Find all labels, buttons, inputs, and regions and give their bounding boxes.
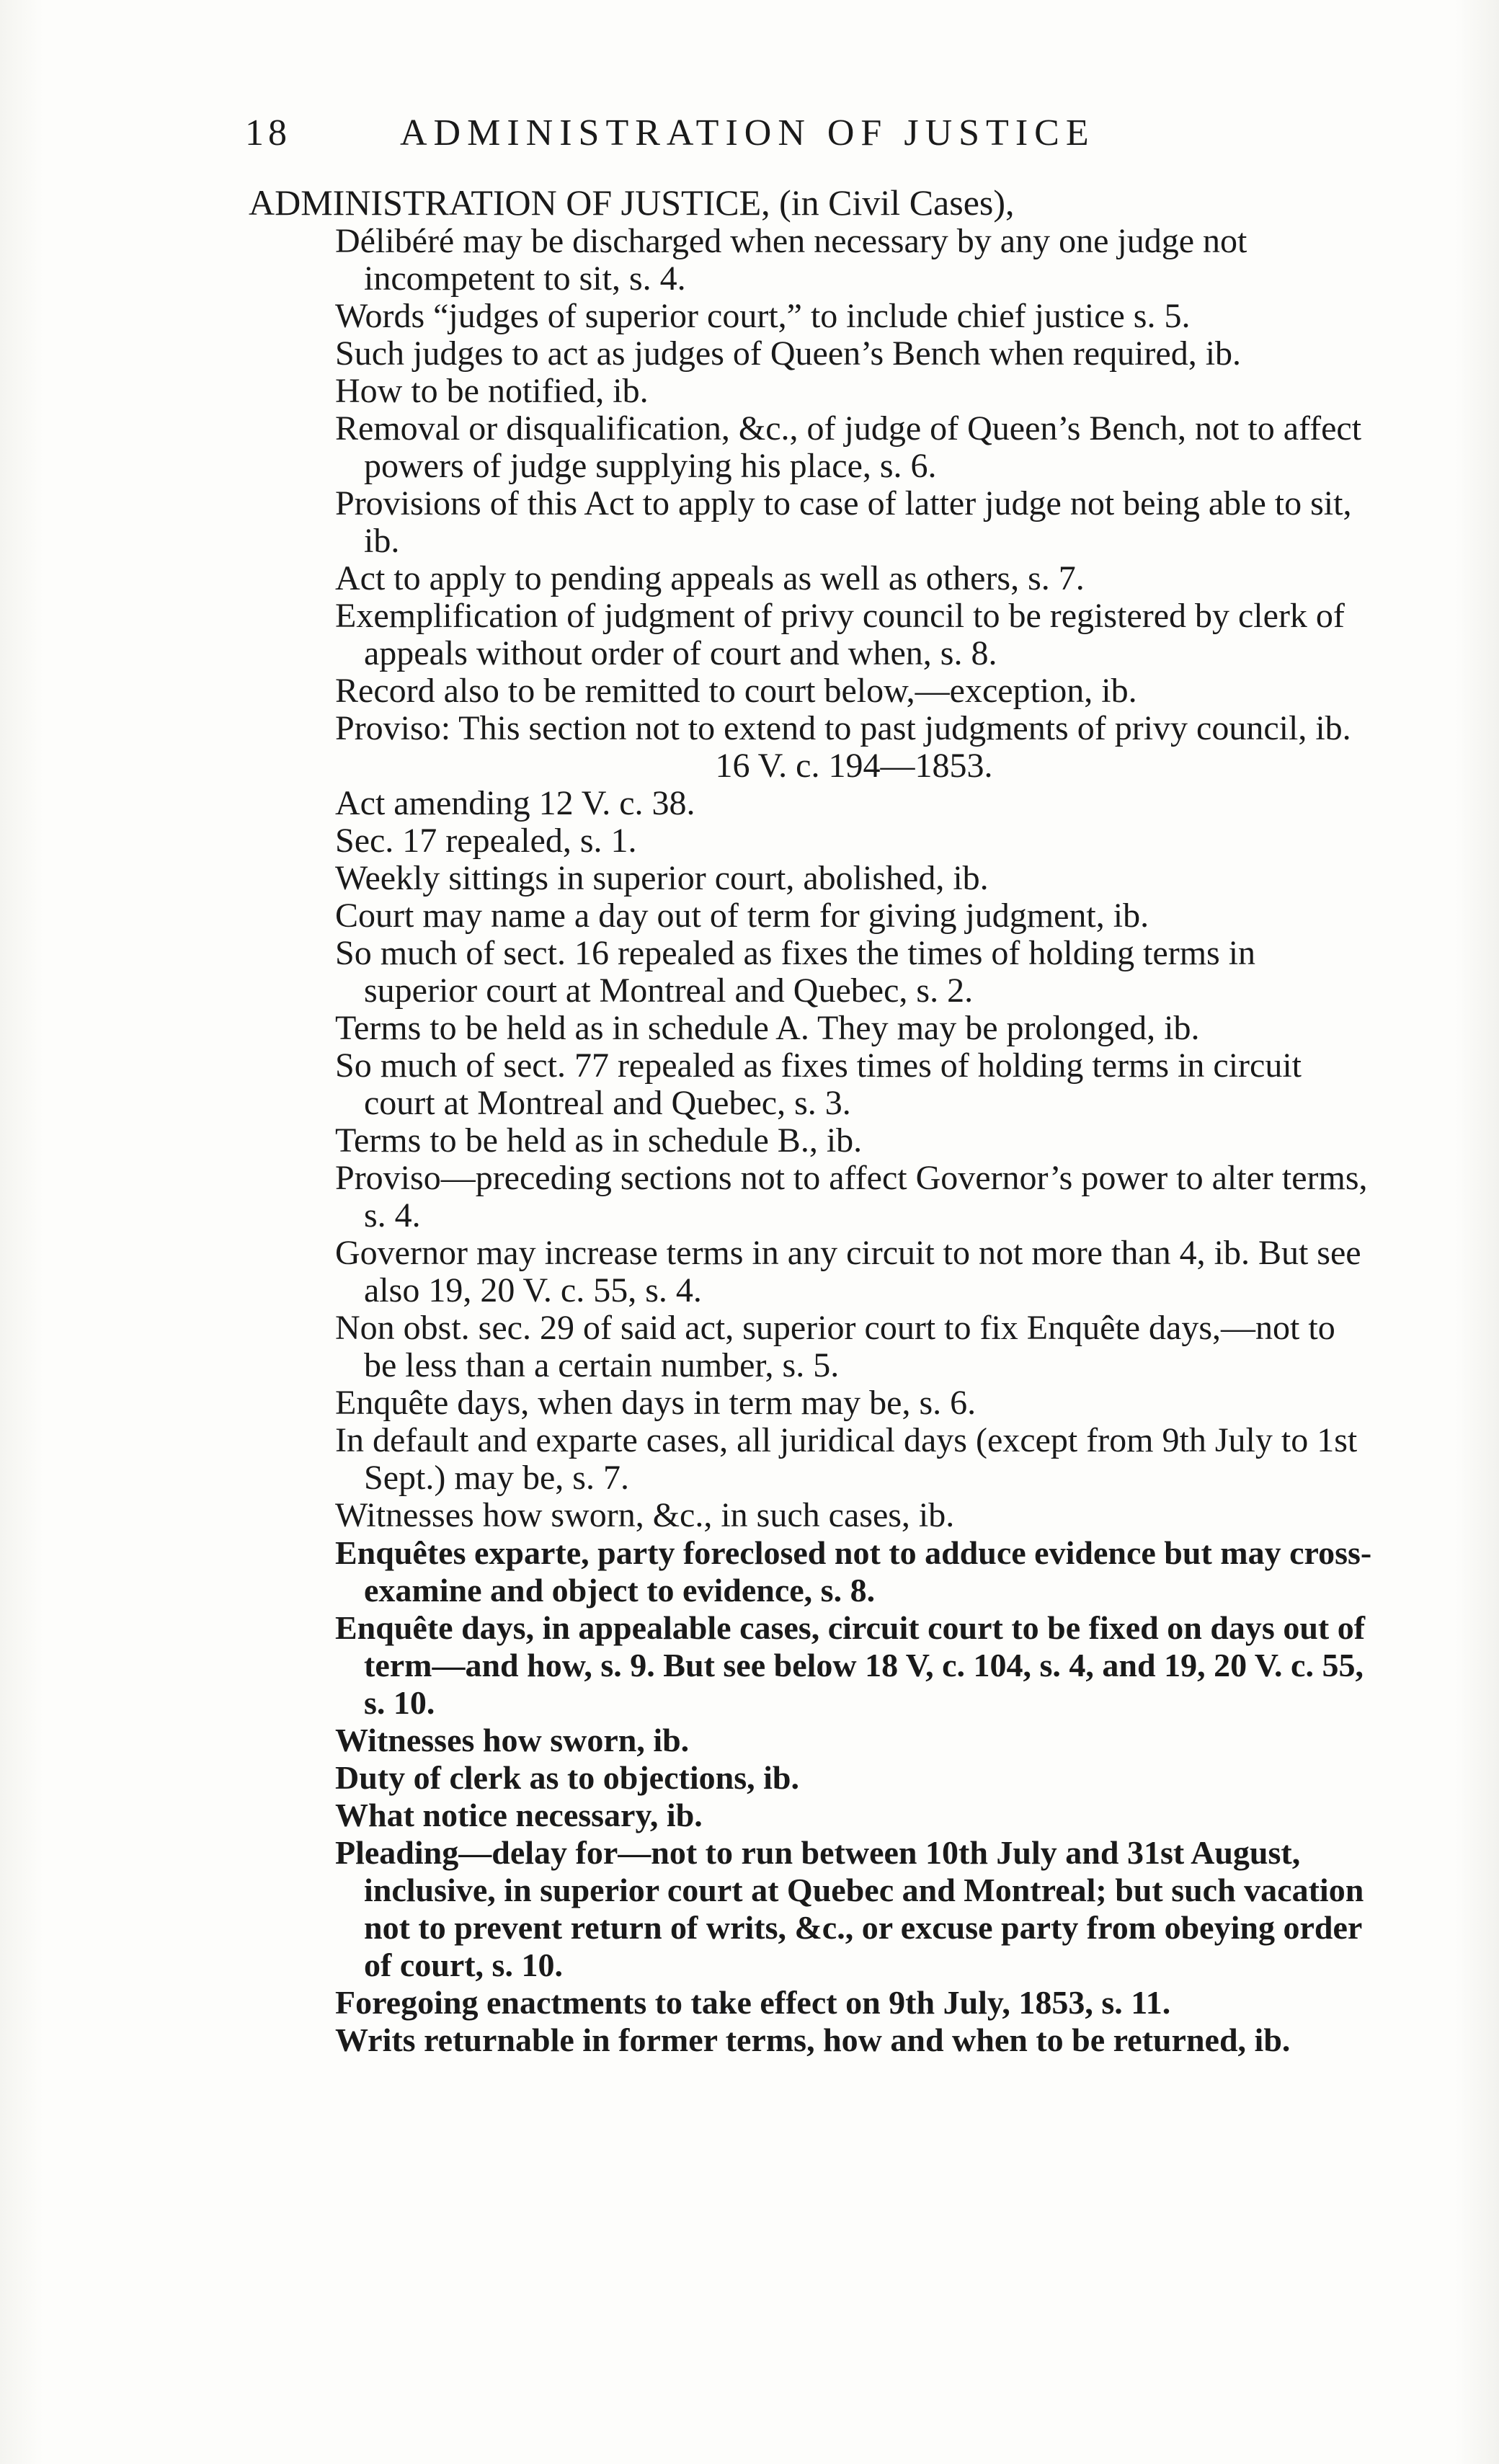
index-entry: Enquêtes exparte, party foreclosed not to adduce evidence but may cross-examine and object to evidence, s. 8. xyxy=(335,1534,1372,1609)
index-entry: Governor may increase terms in any circuit to not more than 4, ib. But see also 19, 20 V. c. 55, s. 4. xyxy=(335,1234,1361,1309)
statute-citation: 16 V. c. 194—1853. xyxy=(715,747,993,785)
index-entry: Words “judges of superior court,” to include chief justice s. 5. xyxy=(335,297,1191,335)
index-entry: Enquête days, when days in term may be, s. 6. xyxy=(335,1384,977,1422)
page-edge-right xyxy=(1456,0,1499,2464)
index-entry: Sec. 17 repealed, s. 1. xyxy=(335,822,637,860)
index-entry: Writs returnable in former terms, how and when to be returned, ib. xyxy=(335,2022,1291,2058)
index-entry: Removal or disqualification, &c., of judge of Queen’s Bench, not to affect powers of judge supplying his place, s. 6. xyxy=(335,409,1362,485)
index-entry: Weekly sittings in superior court, abolished, ib. xyxy=(335,859,989,897)
index-entry: Witnesses how sworn, ib. xyxy=(335,1722,690,1758)
index-entry: So much of sect. 16 repealed as fixes the times of holding terms in superior court at Montreal and Quebec, s. 2. xyxy=(335,934,1256,1010)
index-entry: Enquête days, in appealable cases, circuit court to be fixed on days out of term—and how, s. 9. But see below 18 V, c. 104, s. 4, and 19, 20 V. c. 55, s. 10. xyxy=(335,1609,1366,1721)
index-entry: What notice necessary, ib. xyxy=(335,1797,703,1833)
index-entry: Terms to be held as in schedule B., ib. xyxy=(335,1121,863,1160)
index-entry: Terms to be held as in schedule A. They may be prolonged, ib. xyxy=(335,1009,1200,1047)
index-entry: Such judges to act as judges of Queen’s Bench when required, ib. xyxy=(335,334,1242,373)
index-entry: Pleading—delay for—not to run between 10th July and 31st August, inclusive, in superior court at Quebec and Montreal; but such vacation not to prevent return of writs, &c., or excuse party from obeying order of court, s. 10. xyxy=(335,1834,1364,1983)
index-entry: Foregoing enactments to take effect on 9th July, 1853, s. 11. xyxy=(335,1984,1171,2021)
index-entry: Duty of clerk as to objections, ib. xyxy=(335,1759,799,1796)
index-entry: Record also to be remitted to court below,—exception, ib. xyxy=(335,672,1137,710)
index-entry: Proviso: This section not to extend to past judgments of privy council, ib. xyxy=(335,709,1351,747)
index-entry: Délibéré may be discharged when necessary by any one judge not incompetent to sit, s. 4. xyxy=(335,222,1247,298)
index-entry: Exemplification of judgment of privy council to be registered by clerk of appeals without order of court and when, s. 8. xyxy=(335,597,1345,672)
index-entry: So much of sect. 77 repealed as fixes times of holding terms in circuit court at Montreal and Quebec, s. 3. xyxy=(335,1046,1302,1122)
index-content xyxy=(249,184,1373,2059)
index-entry: Provisions of this Act to apply to case of latter judge not being able to sit, ib. xyxy=(335,484,1352,560)
section-heading: ADMINISTRATION OF JUSTICE, (in Civil Cases), xyxy=(249,182,1015,223)
running-header xyxy=(245,101,1369,166)
index-entry: Witnesses how sworn, &c., in such cases, ib. xyxy=(335,1496,955,1534)
index-entry: Proviso—preceding sections not to affect Governor’s power to alter terms, s. 4. xyxy=(335,1159,1368,1235)
running-title: ADMINISTRATION OF JUSTICE xyxy=(400,112,1095,154)
index-entry: In default and exparte cases, all juridical days (except from 9th July to 1st Sept.) may be, s. 7. xyxy=(335,1421,1358,1497)
page-edge-left xyxy=(0,0,43,2464)
index-entry: Act amending 12 V. c. 38. xyxy=(335,784,695,822)
index-entry: Act to apply to pending appeals as well as others, s. 7. xyxy=(335,559,1085,597)
page-number: 18 xyxy=(245,112,291,154)
index-entry: Non obst. sec. 29 of said act, superior court to fix Enquête days,—not to be less than a certain number, s. 5. xyxy=(335,1309,1335,1384)
index-entry: Court may name a day out of term for giving judgment, ib. xyxy=(335,897,1149,935)
index-entry: How to be notified, ib. xyxy=(335,372,649,410)
